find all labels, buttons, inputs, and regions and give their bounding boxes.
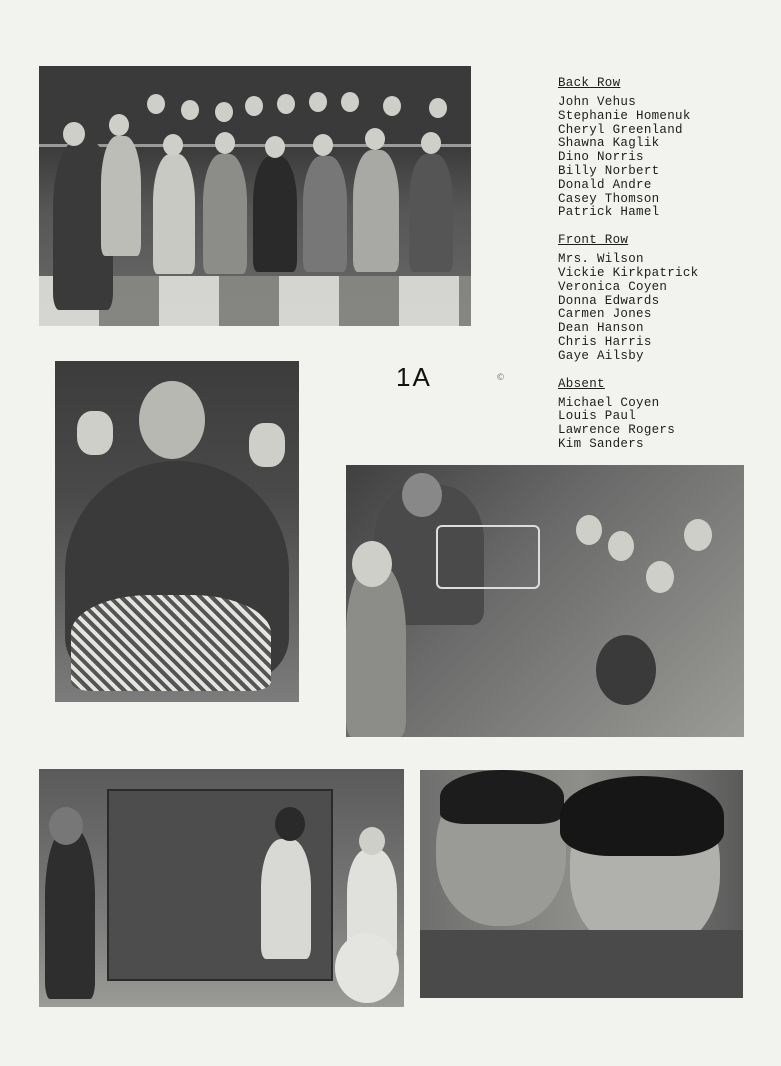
student-name: Stephanie Homenuk (558, 108, 691, 123)
wire-model (436, 525, 540, 589)
left-hand (77, 411, 113, 455)
boys-clothing (420, 930, 743, 998)
student-name: Louis Paul (558, 409, 637, 424)
story-time-photo (346, 465, 744, 737)
student-head (352, 541, 392, 587)
student-name: Shawna Kaglik (558, 136, 660, 151)
energy-poster-photo (39, 769, 404, 1007)
caption-heading: Back Row (558, 76, 621, 90)
student-head (383, 96, 401, 116)
student-head (313, 134, 333, 156)
class-group-photo (39, 66, 471, 326)
caption-group-front-row (558, 233, 768, 363)
student-head (309, 92, 327, 112)
student-head (646, 561, 674, 593)
student-head (684, 519, 712, 551)
student-head (163, 134, 183, 156)
student-figure (353, 150, 399, 272)
student-head (265, 136, 285, 158)
caption-group-absent (558, 377, 768, 452)
student-head (215, 132, 235, 154)
teacher-head (63, 122, 85, 146)
student-head (147, 94, 165, 114)
student-figure (153, 154, 195, 274)
student-head (215, 102, 233, 122)
student-name: Lawrence Rogers (558, 423, 676, 438)
student-head (109, 114, 129, 136)
student-name: Veronica Coyen (558, 279, 668, 294)
name-list (558, 397, 768, 452)
student-name: Patrick Hamel (558, 205, 660, 220)
student-figure (303, 156, 347, 272)
two-boys-photo (420, 770, 743, 998)
caption-group-back-row (558, 76, 768, 220)
student-name: Dean Hanson (558, 321, 644, 336)
student-name: Gaye Ailsby (558, 348, 644, 363)
student-head (421, 132, 441, 154)
student-head (365, 128, 385, 150)
child-head (359, 827, 385, 855)
student-name: Donna Edwards (558, 293, 660, 308)
girl-figure (261, 839, 311, 959)
student-name: Michael Coyen (558, 395, 660, 410)
caption-heading: Front Row (558, 233, 629, 248)
houndstooth-pants (71, 595, 271, 691)
student-head (596, 635, 656, 705)
student-figure (346, 565, 406, 737)
student-name: Billy Norbert (558, 163, 660, 178)
student-name: Cheryl Greenland (558, 122, 683, 137)
girl-raising-hands-photo (55, 361, 299, 702)
student-name: Vickie Kirkpatrick (558, 265, 699, 280)
boy-hair-left (440, 770, 564, 824)
right-hand (249, 423, 285, 467)
boy-head (49, 807, 83, 845)
student-head (576, 515, 602, 545)
student-name: Carmen Jones (558, 307, 652, 322)
student-name: Mrs. Wilson (558, 252, 644, 267)
name-list (558, 253, 768, 363)
student-figure (409, 154, 453, 272)
student-head (245, 96, 263, 116)
copyright-mark: © (496, 373, 505, 383)
boy-figure (45, 829, 95, 999)
student-figure (203, 154, 247, 274)
student-head (181, 100, 199, 120)
name-list (558, 96, 768, 220)
student-figure (253, 156, 297, 272)
child-head (335, 933, 399, 1003)
name-captions (558, 76, 768, 465)
student-name: Dino Norris (558, 150, 644, 165)
student-name: Kim Sanders (558, 436, 644, 451)
student-name: John Vehus (558, 95, 637, 109)
student-head (277, 94, 295, 114)
student-head (608, 531, 634, 561)
boy-hair-right (560, 776, 724, 856)
student-name: Casey Thomson (558, 191, 660, 206)
teacher-head (402, 473, 442, 517)
student-name: Chris Harris (558, 334, 652, 349)
student-figure (101, 136, 141, 256)
girl-head (275, 807, 305, 841)
student-head (429, 98, 447, 118)
girl-face (139, 381, 205, 459)
class-label: 1A (396, 362, 432, 392)
caption-heading: Absent (558, 376, 605, 391)
student-name: Donald Andre (558, 177, 652, 192)
student-head (341, 92, 359, 112)
